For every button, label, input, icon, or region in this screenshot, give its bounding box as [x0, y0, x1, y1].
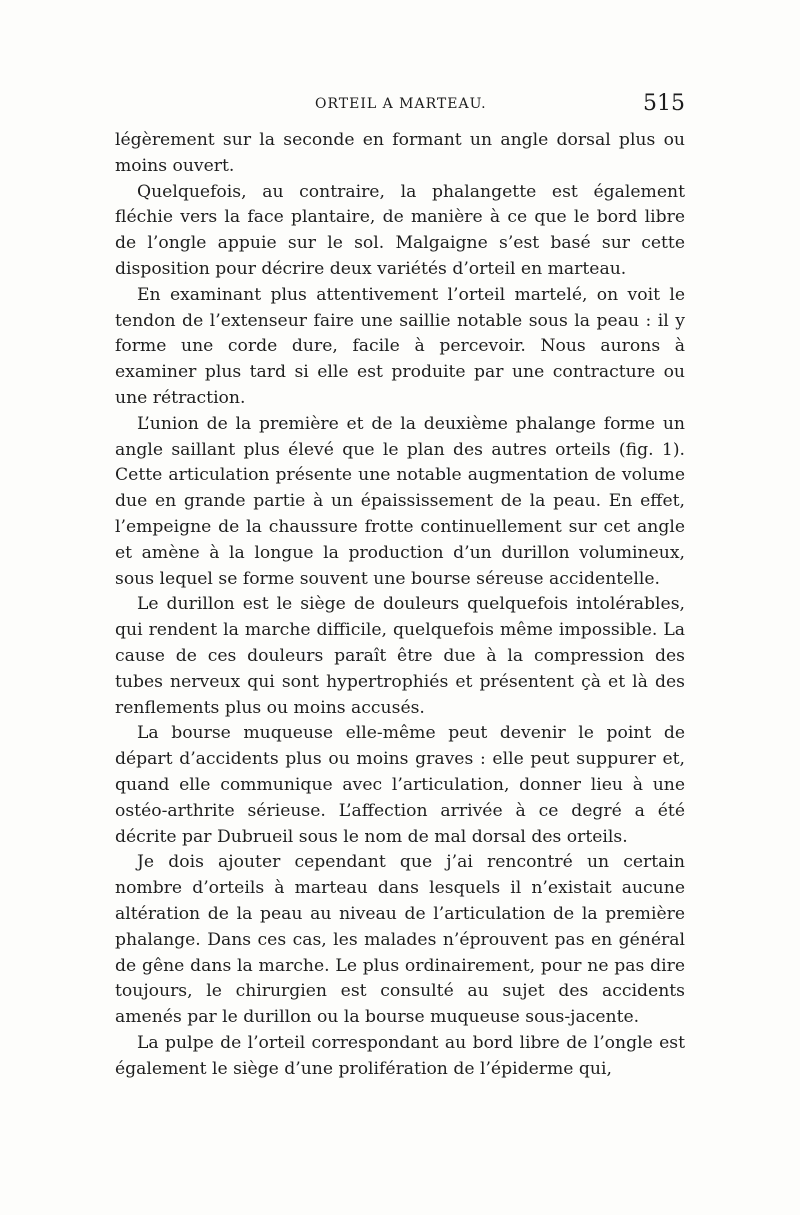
paragraph: Je dois ajouter cependant que j’ai rencontré un certain nombre d’orteils à marteau dans lesquels il n’existait aucune altération de la peau au niveau de l’articulation de la première phalange. Dans ces cas, les malades n’éprouvent pas en général de gêne dans la marche. Le plus ordinairement, pour ne pas dire toujours, le chirurgien est consulté au sujet des accidents amenés par le durillon ou la bourse muqueuse sous-jacente. — [115, 852, 685, 1028]
paragraph-continuation: légèrement sur la seconde en formant un angle dorsal plus ou moins ouvert. — [115, 130, 685, 176]
paragraph: La bourse muqueuse elle-même peut devenir le point de départ d’accidents plus ou moins graves : elle peut suppurer et, quand elle communique avec l’articulation, donner lieu à une ostéo-arthrite sérieuse. L’affection arrivée à ce degré a été décrite par Dubrueil sous le nom de mal dorsal des orteils. — [115, 723, 685, 847]
paragraph: Le durillon est le siège de douleurs quelquefois intolérables, qui rendent la marche difficile, quelquefois même impossible. La cause de ces douleurs paraît être due à la compression des tubes nerveux qui sont hypertrophiés et présentent çà et là des renflements plus ou moins accusés. — [115, 594, 685, 718]
paragraph: Quelquefois, au contraire, la phalangette est également fléchie vers la face plantaire, de manière à ce que le bord libre de l’ongle appuie sur le sol. Malgaigne s’est basé sur cette disposition pour décrire deux variétés d’orteil en marteau. — [115, 181, 685, 279]
body-text — [115, 128, 685, 1082]
paragraph: La pulpe de l’orteil correspondant au bord libre de l’ongle est également le siège d’une prolifération de l’épiderme qui, — [115, 1032, 685, 1079]
running-title: ORTEIL A MARTEAU. — [315, 96, 487, 112]
paragraph: L’union de la première et de la deuxième phalange forme un angle saillant plus élevé que le plan des autres orteils (fig. 1). Cette articulation présente une notable augmentation de volume due en grande partie à un épaississement de la peau. En effet, l’empeigne de la chaussure frotte continuellement sur cet angle et amène à la longue la production d’un durillon volumineux, sous lequel se forme souvent une bourse séreuse accidentelle. — [115, 413, 685, 589]
page-header — [115, 91, 685, 124]
paragraph: En examinant plus attentivement l’orteil martelé, on voit le tendon de l’extenseur faire une saillie notable sous la peau : il y forme une corde dure, facile à percevoir. Nous aurons à examiner plus tard si elle est produite par une contracture ou une rétraction. — [115, 284, 685, 408]
page-number: 515 — [643, 91, 685, 116]
